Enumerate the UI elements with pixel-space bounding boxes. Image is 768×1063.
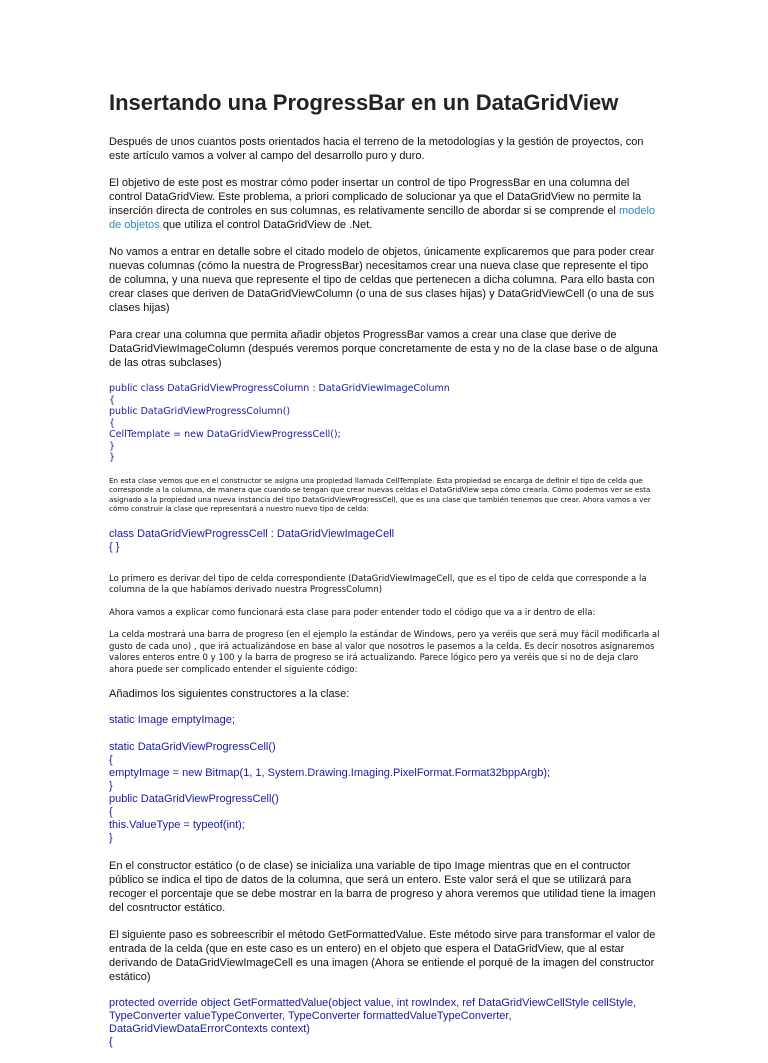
objective-text: El objetivo de este post es mostrar cómo poder insertar un control de tipo ProgressBar en una columna del control DataGridView. Este problema, a priori complicado de solucionar ya que el DataGridView no permite la inserción directa de controles en sus columnas, es relativamente sencillo de abordar si se comprende el: [109, 177, 642, 217]
constructors-paragraph: Añadimos los siguientes constructores a la clase:: [109, 688, 350, 700]
code-line: {: [109, 754, 113, 766]
code-line: TypeConverter valueTypeConverter, TypeConverter formattedValueTypeConverter,: [109, 1010, 512, 1022]
code-line: public DataGridViewProgressColumn(): [109, 406, 291, 417]
code-line: }: [109, 440, 116, 452]
code-block-get-formatted-value: [109, 997, 661, 1049]
explain-paragraph: Ahora vamos a explicar como funcionará esta clase para poder entender todo el código que va a ir dentro de ella:: [109, 607, 596, 618]
code-line: protected override object GetFormattedValue(object value, int rowIndex, ref DataGridViewCellStyle cellStyle,: [109, 997, 637, 1009]
static-constructor-paragraph: En el constructor estático (o de clase) se inicializa una variable de tipo Image mientras que en el contructor público se indica el tipo de datos de la columna, que será un entero. Este valor será el que se utilizará para recoger el porcentaje que se debe mostrar en la barra de progreso y ahora veremos que utilidad tiene la imagen del cosntructor estático.: [109, 860, 656, 914]
intro-paragraph: Después de unos cuantos posts orientados hacia el terreno de la metodologías y la gestión de proyectos, con este artículo vamos a volver al campo del desarrollo puro y duro.: [109, 136, 644, 162]
code-line: public DataGridViewProgressCell(): [109, 793, 279, 805]
code-line: {: [109, 394, 116, 406]
code-line: { }: [109, 540, 120, 553]
code-line: this.ValueType = typeof(int);: [109, 819, 245, 831]
get-formatted-value-paragraph: El siguiente paso es sobreescribir el método GetFormattedValue. Este método sirve para transformar el valor de entrada de la celda (que en este caso es un entero) en el objeto que espera el DataGridView, que al estar derivando de DataGridViewImageCell es una imagen (Ahora se entiende el porqué de la imagen del constructor estático): [109, 929, 656, 983]
code-block-static-field: [109, 714, 661, 727]
code-line: emptyImage = new Bitmap(1, 1, System.Drawing.Imaging.PixelFormat.Format32bppArgb);: [109, 767, 551, 779]
page-title: Insertando una ProgressBar en un DataGridView: [109, 90, 619, 115]
code-line: }: [109, 452, 116, 463]
derive-paragraph: Lo primero es derivar del tipo de celda correspondiente (DataGridViewImageCell, que es el tipo de celda que corresponde a la columna de la que habíamos derivado nuestra ProgressColumn): [109, 573, 647, 595]
code-line: }: [109, 832, 113, 844]
code-line: {: [109, 806, 113, 818]
create-column-paragraph: Para crear una columna que permita añadir objetos ProgressBar vamos a crear una clase que derive de DataGridViewImageColumn (después veremos porque concretamente de esta y no de la clase base o de alguna de las otras subclases): [109, 329, 658, 369]
code-line: public class DataGridViewProgressColumn : DataGridViewImageColumn: [109, 383, 450, 394]
code-line: static DataGridViewProgressCell(): [109, 741, 276, 753]
code-line: {: [109, 1036, 113, 1048]
cell-template-paragraph: En esta clase vemos que en el constructor se asigna una propiedad llamada CellTemplate. Esta propiedad se encarga de definir el tipo de celda que corresponde a la columna, de manera que cuando se tengan que crear nuevas celdas el DataGridView sepa cómo crearla. Cómo podemos ver se esta asignado a la propiedad una nueva instancia del tipo DataGridViewProgressCell, que es una clase que también tenemos que crear. Ahora vamos a ver cómo construir la clase que representará a nuestro nuevo tipo de celda:: [109, 475, 651, 513]
code-line: class DataGridViewProgressCell : DataGridViewImageCell: [109, 527, 395, 540]
code-line: {: [109, 417, 116, 429]
objective-text-end: que utiliza el control DataGridView de .Net.: [159, 219, 373, 231]
objective-paragraph: [109, 176, 661, 232]
code-line: DataGridViewDataErrorContexts context): [109, 1023, 310, 1035]
detail-paragraph: No vamos a entrar en detalle sobre el citado modelo de objetos, únicamente explicaremos que para poder crear nuevas columnas (cómo la nuestra de ProgressBar) necesitamos crear una nueva clase que represente el tipo de columna, y una nueva que represente el tipo de celdas que pertenecen a dicha columna. Para ello basta con crear clases que deriven de DataGridViewColumn (o una de sus clases hijas) y DataGridViewCell (o una de sus clases hijas): [109, 246, 655, 314]
code-block-constructors: [109, 741, 661, 845]
cell-behaviour-paragraph: La celda mostrará una barra de progreso (en el ejemplo la estándar de Windows, pero ya veréis que será muy fácil modificarla al gusto de cada uno) , que irá actualizándose en base al valor que nosotros le pasemos a la celda. Es decir nosotros asignaremos valores enteros entre 0 y 100 y la barra de progreso se irá actualizando. Parece lógico pero ya veréis que si no de deja claro ahora puede ser complicado entender el siguiente código:: [109, 630, 660, 675]
code-line: static Image emptyImage;: [109, 714, 235, 726]
code-block-cell-class: [109, 528, 661, 554]
code-line: }: [109, 780, 113, 792]
code-line: CellTemplate = new DataGridViewProgressCell();: [109, 429, 341, 440]
object-model-link[interactable]: modelo de objetos: [109, 205, 656, 231]
code-block-column: [109, 383, 661, 464]
article: [109, 90, 661, 1063]
